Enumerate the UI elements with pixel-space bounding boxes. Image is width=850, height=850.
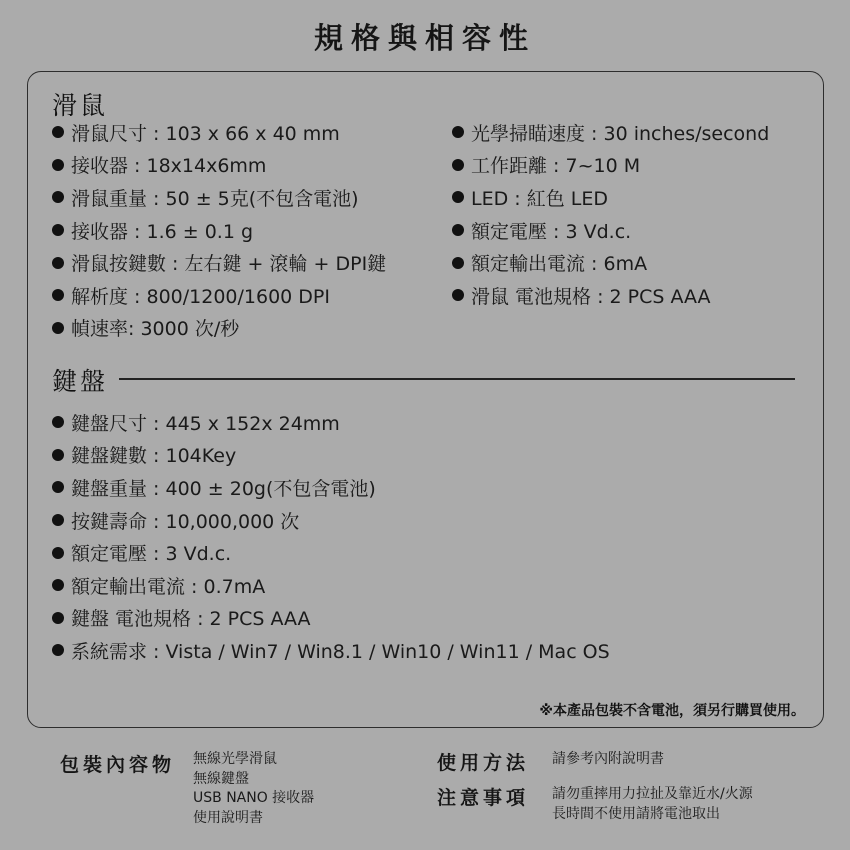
list-item: 按鍵壽命 : 10,000,000 次 [52, 504, 610, 537]
keyboard-spec-list [52, 406, 610, 667]
list-item: 滑鼠重量 : 50 ± 5克(不包含電池) [52, 181, 386, 214]
package-contents-label: 包裝內容物 [60, 754, 176, 776]
list-item: 接收器 : 1.6 ± 0.1 g [52, 214, 386, 247]
bullet-icon [52, 644, 64, 656]
list-item: USB NANO 接收器 [193, 790, 315, 806]
list-item: 滑鼠 電池規格 : 2 PCS AAA [452, 279, 769, 312]
bullet-icon [52, 514, 64, 526]
section-divider [119, 378, 795, 380]
list-item: 幀速率: 3000 次/秒 [52, 312, 386, 345]
bullet-icon [52, 612, 64, 624]
bullet-icon [52, 191, 64, 203]
list-item: 請勿重摔用力拉扯及靠近水/火源 [552, 786, 753, 802]
list-item: 使用說明書 [193, 809, 263, 826]
keyboard-heading: 鍵盤 [52, 367, 109, 396]
list-item: 滑鼠按鍵數 : 左右鍵 + 滾輪 + DPI鍵 [52, 246, 386, 279]
list-item: 光學掃瞄速度 : 30 inches/second [452, 116, 769, 149]
list-item: 鍵盤尺寸 : 445 x 152x 24mm [52, 406, 610, 439]
bullet-icon [452, 257, 464, 269]
bullet-icon [52, 547, 64, 559]
list-item: 長時間不使用請將電池取出 [552, 805, 720, 822]
bullet-icon [452, 126, 464, 138]
list-item: 額定輸出電流 : 6mA [452, 246, 769, 279]
mouse-spec-list-left [52, 116, 386, 344]
battery-note: ※本產品包裝不含電池，須另行購買使用。 [539, 703, 805, 719]
list-item: 滑鼠尺寸 : 103 x 66 x 40 mm [52, 116, 386, 149]
bullet-icon [452, 224, 464, 236]
list-item: 系統需求 : Vista / Win7 / Win8.1 / Win10 / Win11 / Mac OS [52, 634, 610, 667]
bullet-icon [52, 159, 64, 171]
bullet-icon [52, 416, 64, 428]
mouse-spec-list-right [452, 116, 769, 312]
package-contents-list [193, 750, 314, 828]
bullet-icon [52, 449, 64, 461]
list-item: LED : 紅色 LED [452, 181, 769, 214]
bullet-icon [52, 322, 64, 334]
list-item: 無線光學滑鼠 [193, 751, 277, 767]
mouse-heading: 滑鼠 [52, 91, 109, 120]
bullet-icon [52, 481, 64, 493]
list-item: 鍵盤鍵數 : 104Key [52, 439, 610, 472]
bullet-icon [452, 159, 464, 171]
bullet-icon [452, 289, 464, 301]
bullet-icon [52, 579, 64, 591]
bullet-icon [52, 289, 64, 301]
list-item: 解析度 : 800/1200/1600 DPI [52, 279, 386, 312]
bullet-icon [52, 224, 64, 236]
usage-text: 請參考內附說明書 [552, 751, 664, 767]
list-item: 鍵盤 電池規格 : 2 PCS AAA [52, 602, 610, 635]
list-item: 鍵盤重量 : 400 ± 20g(不包含電池) [52, 471, 610, 504]
page-title: 規格與相容性 [313, 21, 536, 55]
bullet-icon [52, 257, 64, 269]
list-item: 額定電壓 : 3 Vd.c. [452, 214, 769, 247]
list-item: 接收器 : 18x14x6mm [52, 149, 386, 182]
list-item: 額定輸出電流 : 0.7mA [52, 569, 610, 602]
bullet-icon [452, 191, 464, 203]
bullet-icon [52, 126, 64, 138]
caution-list [552, 785, 753, 824]
usage-label: 使用方法 [437, 752, 530, 774]
list-item: 無線鍵盤 [193, 770, 249, 787]
list-item: 工作距離 : 7~10 M [452, 149, 769, 182]
caution-label: 注意事項 [437, 787, 530, 809]
usage-text-block [552, 750, 664, 770]
list-item: 額定電壓 : 3 Vd.c. [52, 536, 610, 569]
